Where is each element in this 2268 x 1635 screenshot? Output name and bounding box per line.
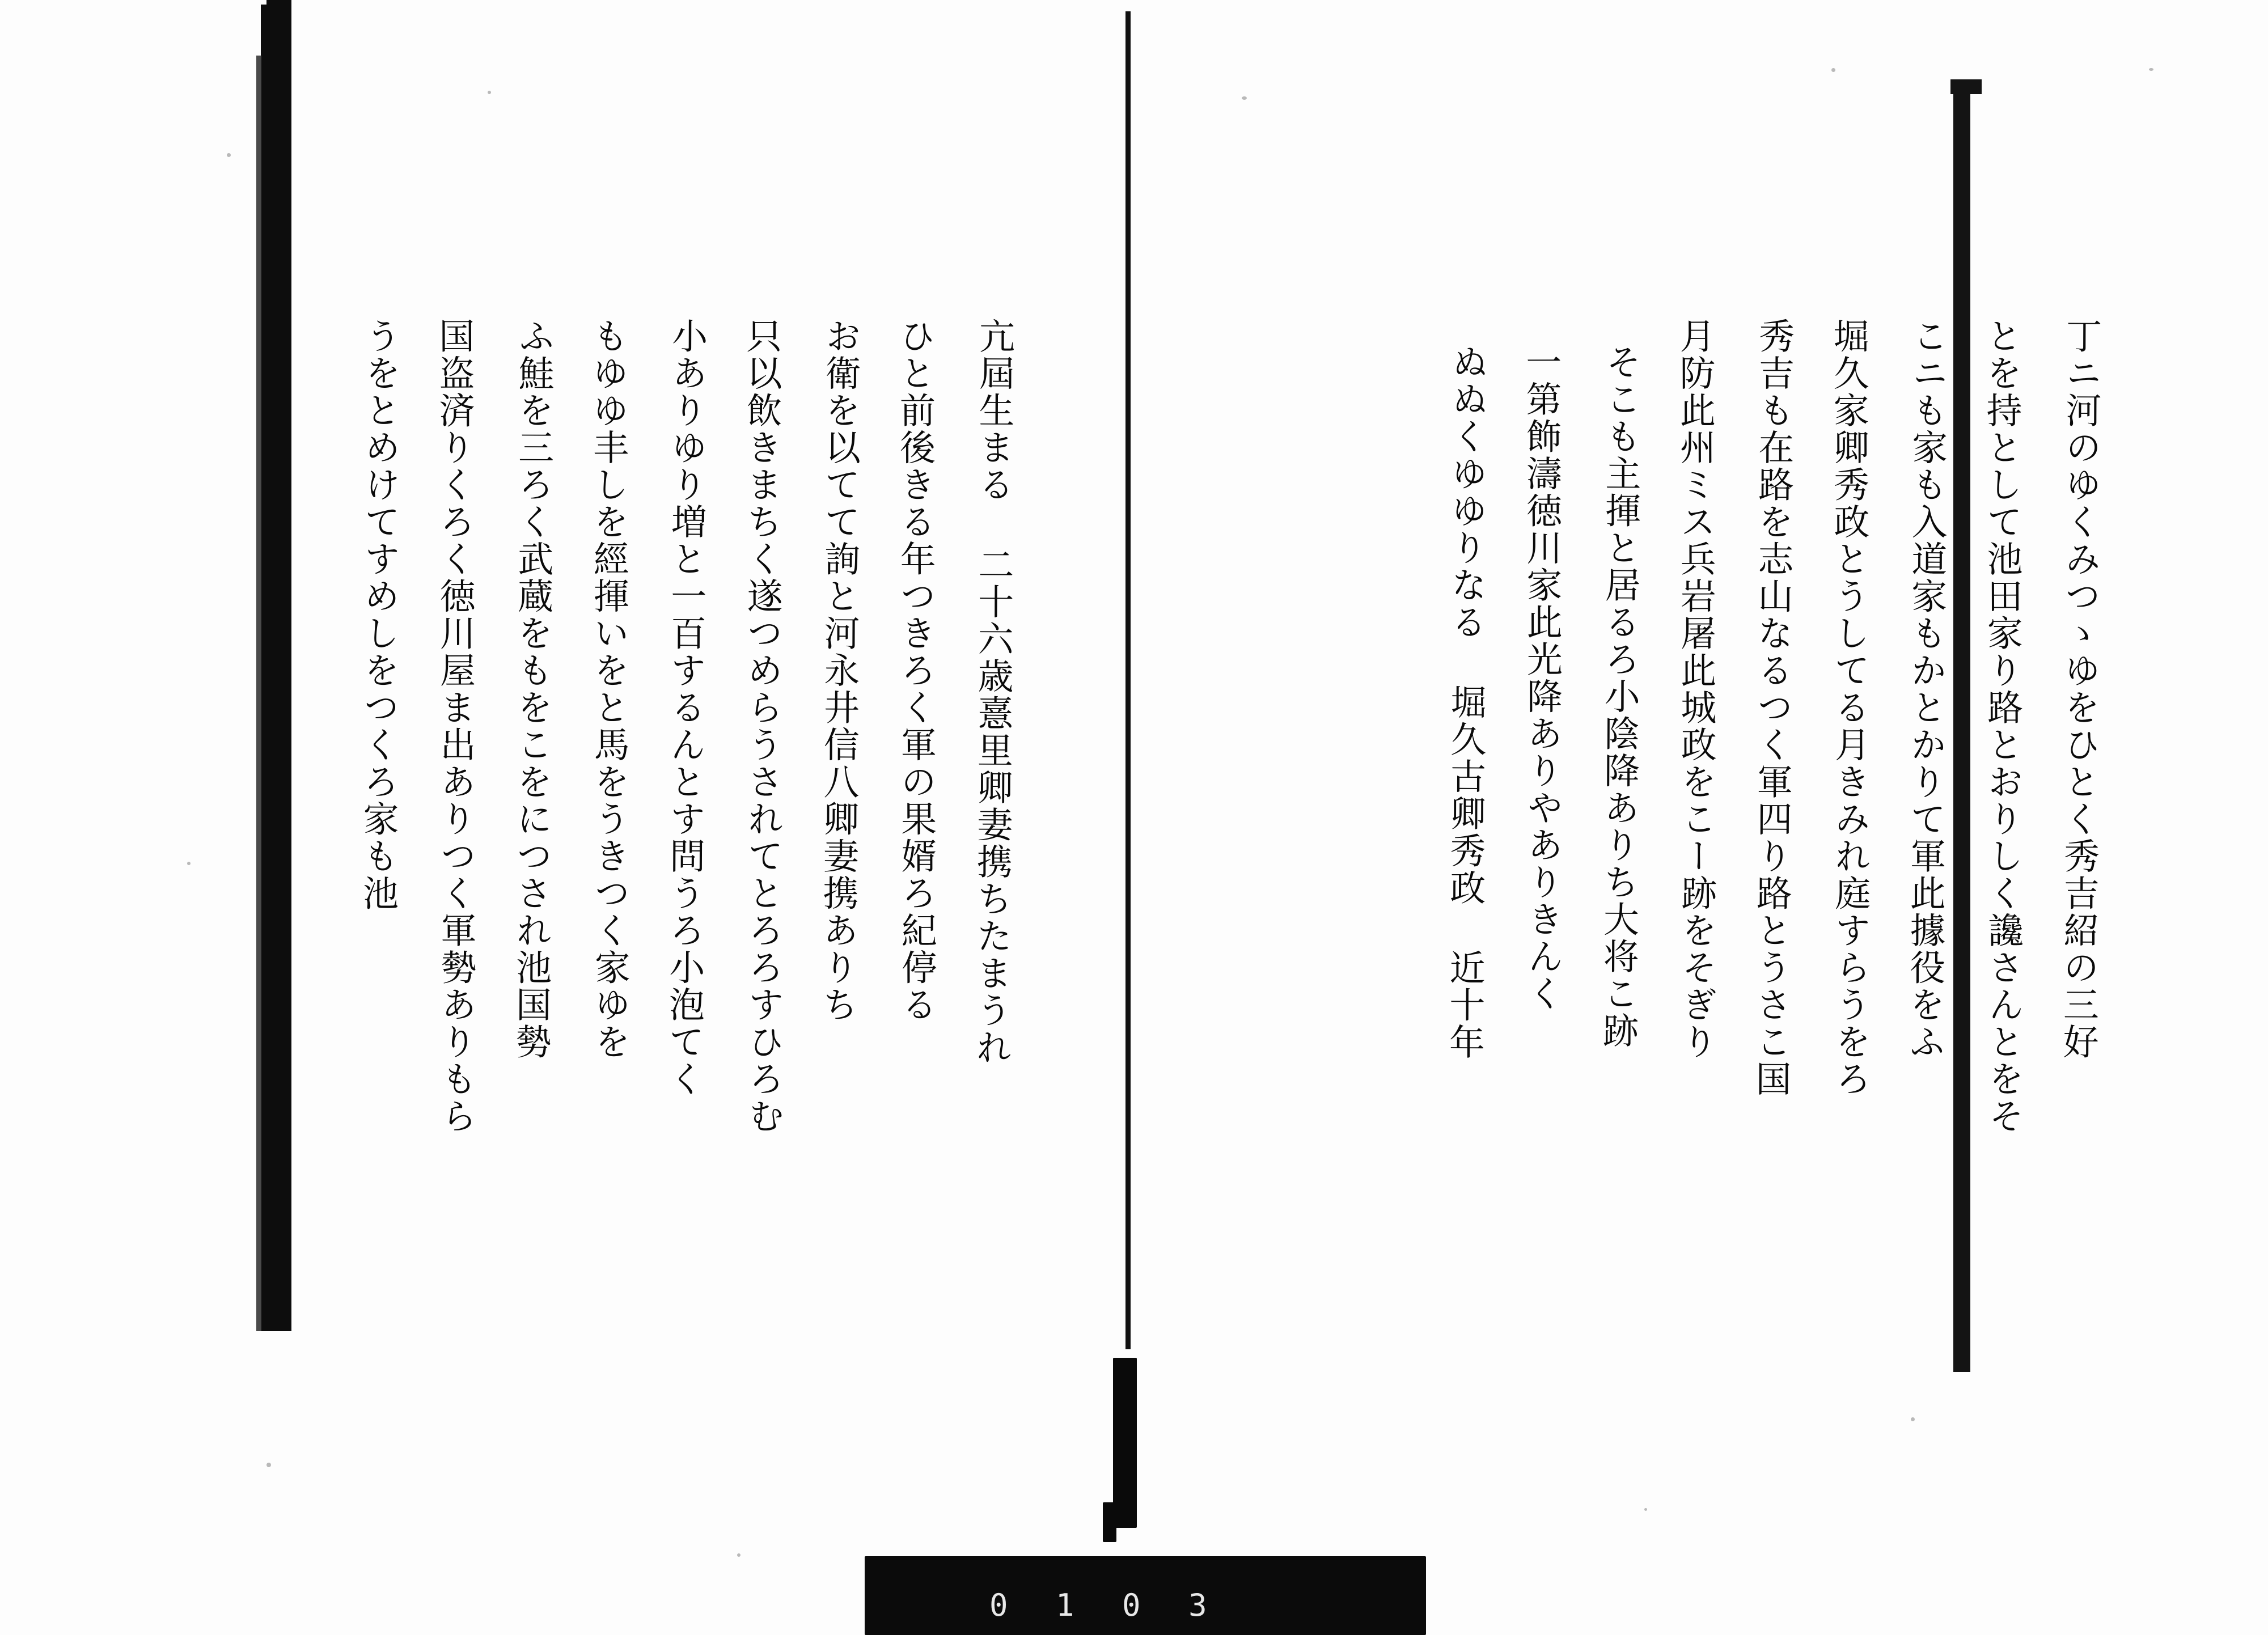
text-column: ひと前後きる年つきろく軍の果婿ろ紀停る [894, 317, 938, 1024]
page-edge-strip-right-cap [1950, 79, 1982, 94]
scan-speck [1242, 96, 1247, 100]
binding-strip-left [261, 5, 291, 1331]
text-column: もゆゆ丰しを經揮いをと馬をうきつく家ゆを [587, 317, 631, 1061]
text-column: こニも家も入道家もかとかりて軍此據役をふ [1903, 317, 1949, 1061]
binding-thread [1125, 11, 1131, 1349]
binding-thread-tip [1103, 1502, 1116, 1542]
scan-speck [1644, 1508, 1647, 1511]
text-column: 丁ニ河のゆくみつゝゆをひとく秀吉紹の三好 [2057, 317, 2102, 1061]
text-column: 国盗済りくろく徳川屋ま出ありつく軍勢ありもら [433, 317, 477, 1135]
text-column: 亢屆生まる 二十六歳憙里卿妻携ちたまうれ [970, 317, 1015, 1066]
text-column: 只以飲きまちく遂つめらうされてとろろすひろむ [740, 317, 785, 1135]
scan-speck [266, 1463, 271, 1467]
recto-page-text [1427, 317, 2118, 1338]
verso-page-text [340, 317, 1031, 1372]
text-column: 小ありゆり増と一百するんとす問うろ小泡てく [663, 317, 708, 1098]
binding-strip-left-top-cap [266, 0, 291, 68]
scan-speck [227, 153, 231, 157]
text-column: 堀久家卿秀政とうしてる月きみれ庭すらうをろ [1827, 317, 1872, 1098]
scan-speck [488, 91, 491, 94]
frame-counter-digits: 0 1 0 3 [989, 1587, 1222, 1623]
text-column: ふ鮭を三ろく武蔵をもをこをにつされ池国勢 [510, 317, 555, 1061]
scan-speck [1911, 1417, 1915, 1421]
binding-thread-knot [1113, 1358, 1137, 1528]
scan-speck [2149, 68, 2153, 71]
text-column: 月防此州ミス兵岩屠此城政をこー跡をそぎり [1674, 317, 1718, 1061]
scan-speck [187, 862, 191, 865]
text-column: お衛を以てて詢と河永井信八卿妻携ありち [816, 317, 862, 1024]
scan-speck [737, 1553, 741, 1557]
text-column: 秀吉も在路を志山なるつく軍四り路とうさこ国 [1750, 317, 1795, 1098]
text-column: ぬぬくゆゆりなる 堀久古卿秀政 近十年 [1443, 343, 1488, 1061]
scan-speck [1831, 68, 1835, 72]
text-column: そこも主揮と居るろ小陰降ありち大将こ跡 [1597, 343, 1642, 1050]
text-column: うをとめけてすめしをつくろ家も池 [357, 317, 401, 912]
text-column: 一第飾濤徳川家此光降ありやありきんく [1520, 343, 1564, 1013]
text-column: とを持として池田家り路とおりしく讒さんとをそ [1981, 317, 2025, 1135]
